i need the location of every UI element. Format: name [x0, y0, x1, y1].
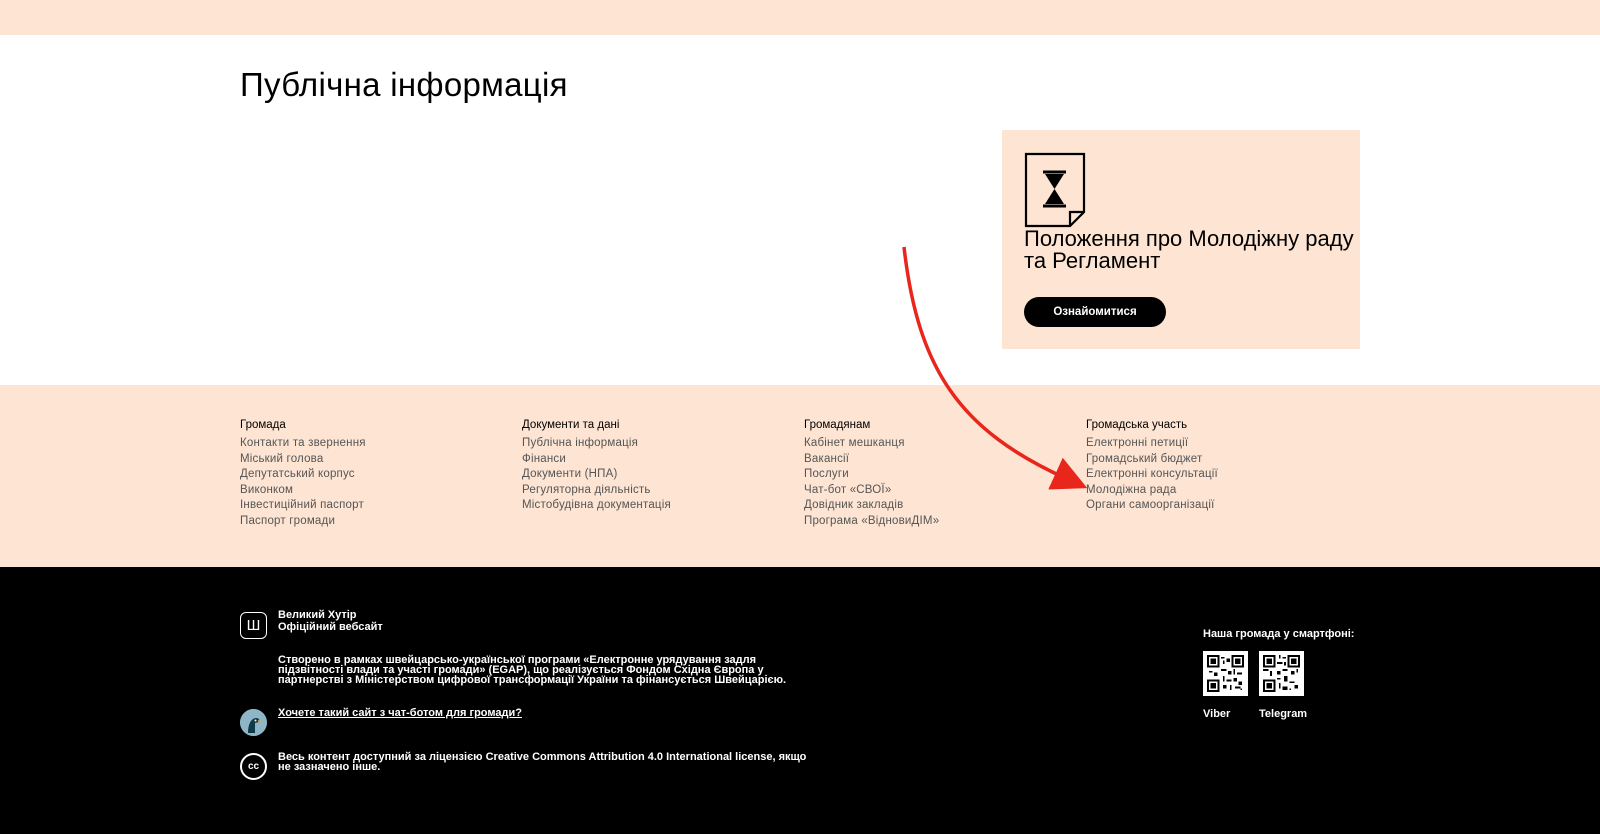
- trident-crest-icon: Ш: [240, 612, 267, 639]
- viber-label: Viber: [1203, 708, 1231, 720]
- footer-link-documents[interactable]: Документи (НПА): [522, 468, 618, 480]
- telegram-label: Telegram: [1259, 708, 1308, 720]
- creative-commons-icon: cc: [240, 753, 267, 780]
- footer-col-citizens: [804, 418, 1064, 529]
- license-text: Весь контент доступний за ліцензією Creative Commons Attribution 4.0 International license, якщо не зазначено інше.: [278, 751, 807, 773]
- footer-link-resident-cabinet[interactable]: Кабінет мешканця: [804, 437, 905, 449]
- site-name: Великий Хутір: [278, 609, 357, 621]
- footer-link-vacancies[interactable]: Вакансії: [804, 452, 850, 465]
- footer-link-finance[interactable]: Фінанси: [522, 452, 566, 465]
- hourglass-document-icon: [1024, 152, 1086, 228]
- footer-col-participation: [1086, 418, 1346, 514]
- footer-link-urban-planning[interactable]: Містобудівна документація: [522, 499, 671, 511]
- footer-link-community-passport[interactable]: Паспорт громади: [240, 514, 336, 527]
- footer-link-vidnovydim[interactable]: Програма «ВідновиДІМ»: [804, 514, 940, 527]
- footer-link-public-info[interactable]: Публічна інформація: [522, 437, 639, 449]
- footer-link-budget[interactable]: Громадський бюджет: [1086, 452, 1203, 465]
- footer-col-heading: Документи та дані: [522, 419, 620, 431]
- footer-link-mayor[interactable]: Міський голова: [240, 452, 324, 465]
- footer-link-chatbot[interactable]: Чат-бот «СВОЇ»: [804, 483, 892, 496]
- read-more-button[interactable]: Ознайомитися: [1024, 297, 1166, 327]
- footer-col-heading: Громада: [240, 419, 286, 431]
- footer-bottom: [0, 567, 1600, 834]
- promo-card: [1002, 130, 1360, 349]
- smartphone-title: Наша громада у смартфоні:: [1203, 628, 1355, 640]
- footer-link-youth-council[interactable]: Молодіжна рада: [1086, 483, 1177, 496]
- footer-col-heading: Громадська участь: [1086, 419, 1188, 431]
- top-band: [0, 0, 1600, 35]
- viber-qr-code[interactable]: [1203, 651, 1248, 696]
- footer-col-documents: [522, 418, 782, 514]
- chatbot-site-link[interactable]: Хочете такий сайт з чат-ботом для громади?: [278, 707, 522, 719]
- program-note: Створено в рамках швейцарсько-української програми «Електронне урядування задля підзвітності влади та участі громади» (EGAP), що реалізується Фондом Східна Європа у партнерстві з Міністерством цифрової трансформації України та фінансується Швейцарією.: [278, 654, 787, 686]
- footer-link-services[interactable]: Послуги: [804, 468, 849, 480]
- footer-link-executive[interactable]: Виконком: [240, 483, 294, 496]
- footer-link-investment-passport[interactable]: Інвестиційний паспорт: [240, 499, 364, 511]
- telegram-qr-code[interactable]: [1259, 651, 1304, 696]
- footer-link-contacts[interactable]: Контакти та звернення: [240, 437, 366, 449]
- footer-link-self-organization[interactable]: Органи самоорганізації: [1086, 499, 1215, 511]
- footer-link-regulatory[interactable]: Регуляторна діяльність: [522, 483, 651, 496]
- footer-links: [0, 385, 1600, 567]
- footer-col-heading: Громадянам: [804, 419, 871, 431]
- promo-title: Положення про Молодіжну раду та Регламент: [1024, 226, 1354, 273]
- page-title: Публічна інформація: [240, 66, 568, 103]
- footer-link-consultations[interactable]: Електронні консультації: [1086, 468, 1218, 480]
- footer-link-deputies[interactable]: Депутатський корпус: [240, 468, 355, 480]
- chatbot-avatar-icon: [240, 709, 267, 736]
- site-subtitle: Офіційний вебсайт: [278, 621, 383, 633]
- footer-link-directory[interactable]: Довідник закладів: [804, 499, 904, 511]
- footer-col-community: [240, 418, 500, 529]
- footer-link-petitions[interactable]: Електронні петиції: [1086, 437, 1189, 449]
